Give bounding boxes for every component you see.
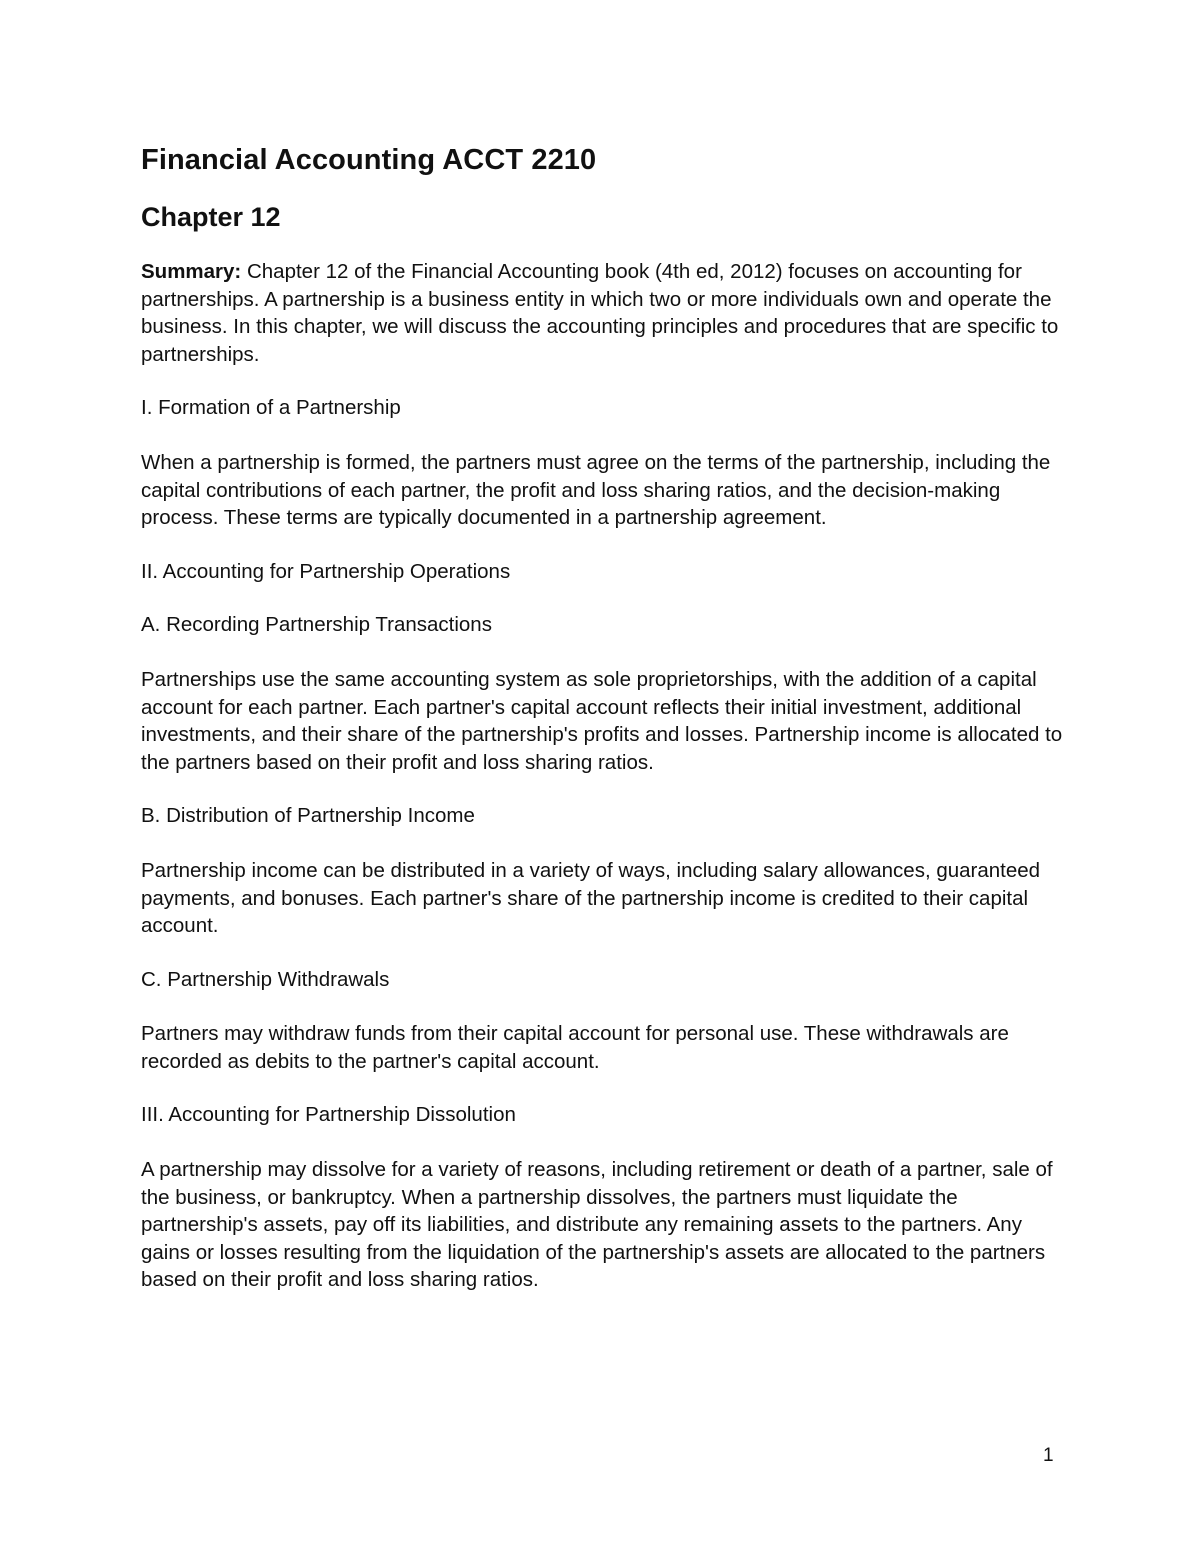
- document-title: Financial Accounting ACCT 2210: [141, 144, 597, 176]
- page-content: [141, 140, 1066, 1294]
- section-heading-dissolution: III. Accounting for Partnership Dissolution: [141, 1103, 516, 1127]
- section-text-recording: Partnerships use the same accounting system as sole proprietorships, with the addition of a capital account for each partner. Each partner's capital account reflects their initial investment, additional investments, and their share of the partnership's profits and losses. Partnership income is allocated to the partners based on their profit and loss sharing ratios.: [141, 667, 1063, 774]
- section-heading-operations: II. Accounting for Partnership Operations: [141, 559, 511, 583]
- section-heading-recording: A. Recording Partnership Transactions: [141, 613, 492, 637]
- chapter-title: Chapter 12: [141, 202, 281, 232]
- page-number: 1: [1043, 1445, 1054, 1466]
- section-text-dissolution: A partnership may dissolve for a variety of reasons, including retirement or death of a partner, sale of the business, or bankruptcy. When a partnership dissolves, the partners must liquidate the partnership's assets, pay off its liabilities, and distribute any remaining assets to the partners. Any gains or losses resulting from the liquidation of the partnership's assets are allocated to the partners based on their profit and loss sharing ratios.: [141, 1158, 1053, 1292]
- section-text-withdrawals: Partners may withdraw funds from their capital account for personal use. These withdrawals are recorded as debits to the partner's capital account.: [141, 1022, 1009, 1073]
- section-heading-formation: I. Formation of a Partnership: [141, 396, 401, 420]
- summary-paragraph: [141, 258, 1066, 368]
- summary-text: Chapter 12 of the Financial Accounting book (4th ed, 2012) focuses on accounting for partnerships. A partnership is a business entity in which two or more individuals own and operate the business. In this chapter, we will discuss the accounting principles and procedures that are specific to partnerships.: [141, 260, 1059, 366]
- section-heading-distribution: B. Distribution of Partnership Income: [141, 804, 475, 828]
- summary-label: Summary:: [141, 260, 242, 283]
- section-text-distribution: Partnership income can be distributed in a variety of ways, including salary allowances, guaranteed payments, and bonuses. Each partner's share of the partnership income is credited to their capital account.: [141, 858, 1041, 938]
- section-heading-withdrawals: C. Partnership Withdrawals: [141, 967, 390, 991]
- section-text-formation: When a partnership is formed, the partners must agree on the terms of the partnership, including the capital contributions of each partner, the profit and loss sharing ratios, and the decision-making process. These terms are typically documented in a partnership agreement.: [141, 450, 1051, 530]
